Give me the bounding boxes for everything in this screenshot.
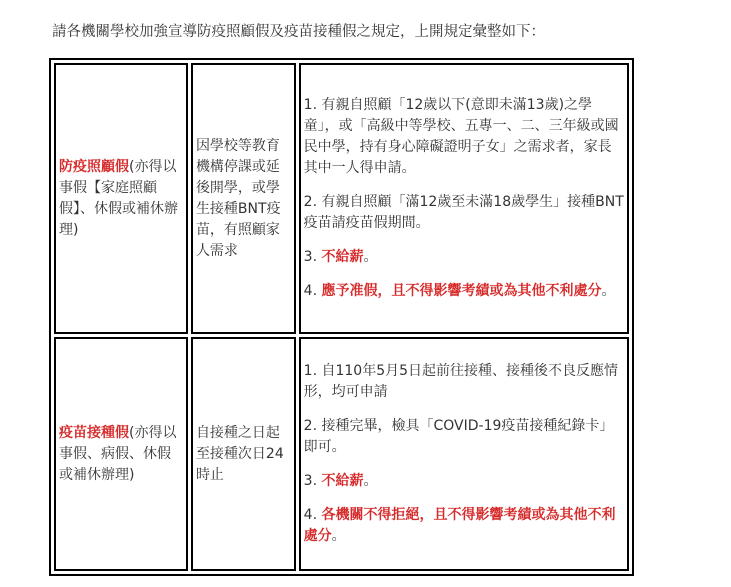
rule-tail: 。 (363, 249, 378, 265)
rule-text: 有親自照顧「滿12歲至未滿18歲學生」接種BNT疫苗請疫苗假期間。 (303, 194, 624, 231)
rule-emphasis: 各機關不得拒絕，且不得影響考績或為其他不利處分 (303, 507, 616, 544)
rule-tail: 。 (363, 473, 378, 489)
rule-text: 自110年5月5日起前往接種、接種後不良反應情形，均可申請 (303, 363, 619, 400)
condition-cell (191, 63, 296, 334)
rule-emphasis: 不給薪 (321, 249, 364, 265)
rule-text: 有親自照顧「12歲以下(意即未滿13歲)之學童」，或「高級中等學校、五專一、二、三年級或國民中學，持有身心障礙證明子女」之需求者，家長其中一人得申請。 (303, 97, 619, 176)
condition-text: 自接種之日起至接種次日24時止 (195, 424, 284, 483)
rule-item (304, 192, 624, 234)
rule-tail: 。 (601, 283, 616, 299)
rule-number: 3. (303, 249, 318, 265)
leave-type-alternatives: (亦得以事假、病假、休假或補休辦理) (59, 424, 177, 483)
rule-item (304, 281, 624, 302)
leave-type-cell (54, 337, 188, 571)
condition-cell (191, 337, 296, 571)
table-row (54, 337, 629, 571)
rule-number: 1. (303, 363, 318, 379)
leave-type-name: 疫苗接種假 (59, 424, 129, 441)
condition-text: 因學校等教育機構停課或延後開學，或學生接種BNT疫苗，有照顧家人需求 (195, 137, 281, 259)
rule-item (304, 416, 624, 458)
intro-text: 請各機關學校加強宣導防疫照顧假及疫苗接種假之規定，上開規定彙整如下： (52, 24, 545, 40)
rule-text: 接種完畢，檢具「COVID-19疫苗接種紀錄卡」即可。 (303, 418, 614, 455)
rules-cell (299, 63, 629, 334)
rule-item (304, 361, 624, 403)
leave-type-name: 防疫照顧假 (59, 158, 129, 175)
rule-number: 2. (303, 194, 318, 210)
rule-tail: 。 (331, 528, 346, 544)
rule-item (304, 505, 624, 547)
rule-item (304, 95, 624, 179)
rule-item (304, 247, 624, 268)
rules-cell (299, 337, 629, 571)
rule-item (304, 471, 624, 492)
table-row (54, 63, 629, 334)
rule-emphasis: 不給薪 (321, 473, 364, 489)
leave-type-alternatives: (亦得以事假【家庭照顧假】、休假或補休辦理) (59, 158, 178, 238)
rule-number: 1. (303, 97, 318, 113)
leave-type-cell (54, 63, 188, 334)
leave-rules-table (49, 58, 634, 576)
rule-number: 4. (303, 507, 318, 523)
rule-number: 2. (303, 418, 318, 434)
rule-number: 4. (303, 283, 318, 299)
rule-number: 3. (303, 473, 318, 489)
rule-emphasis: 應予准假，且不得影響考績或為其他不利處分 (321, 283, 602, 299)
